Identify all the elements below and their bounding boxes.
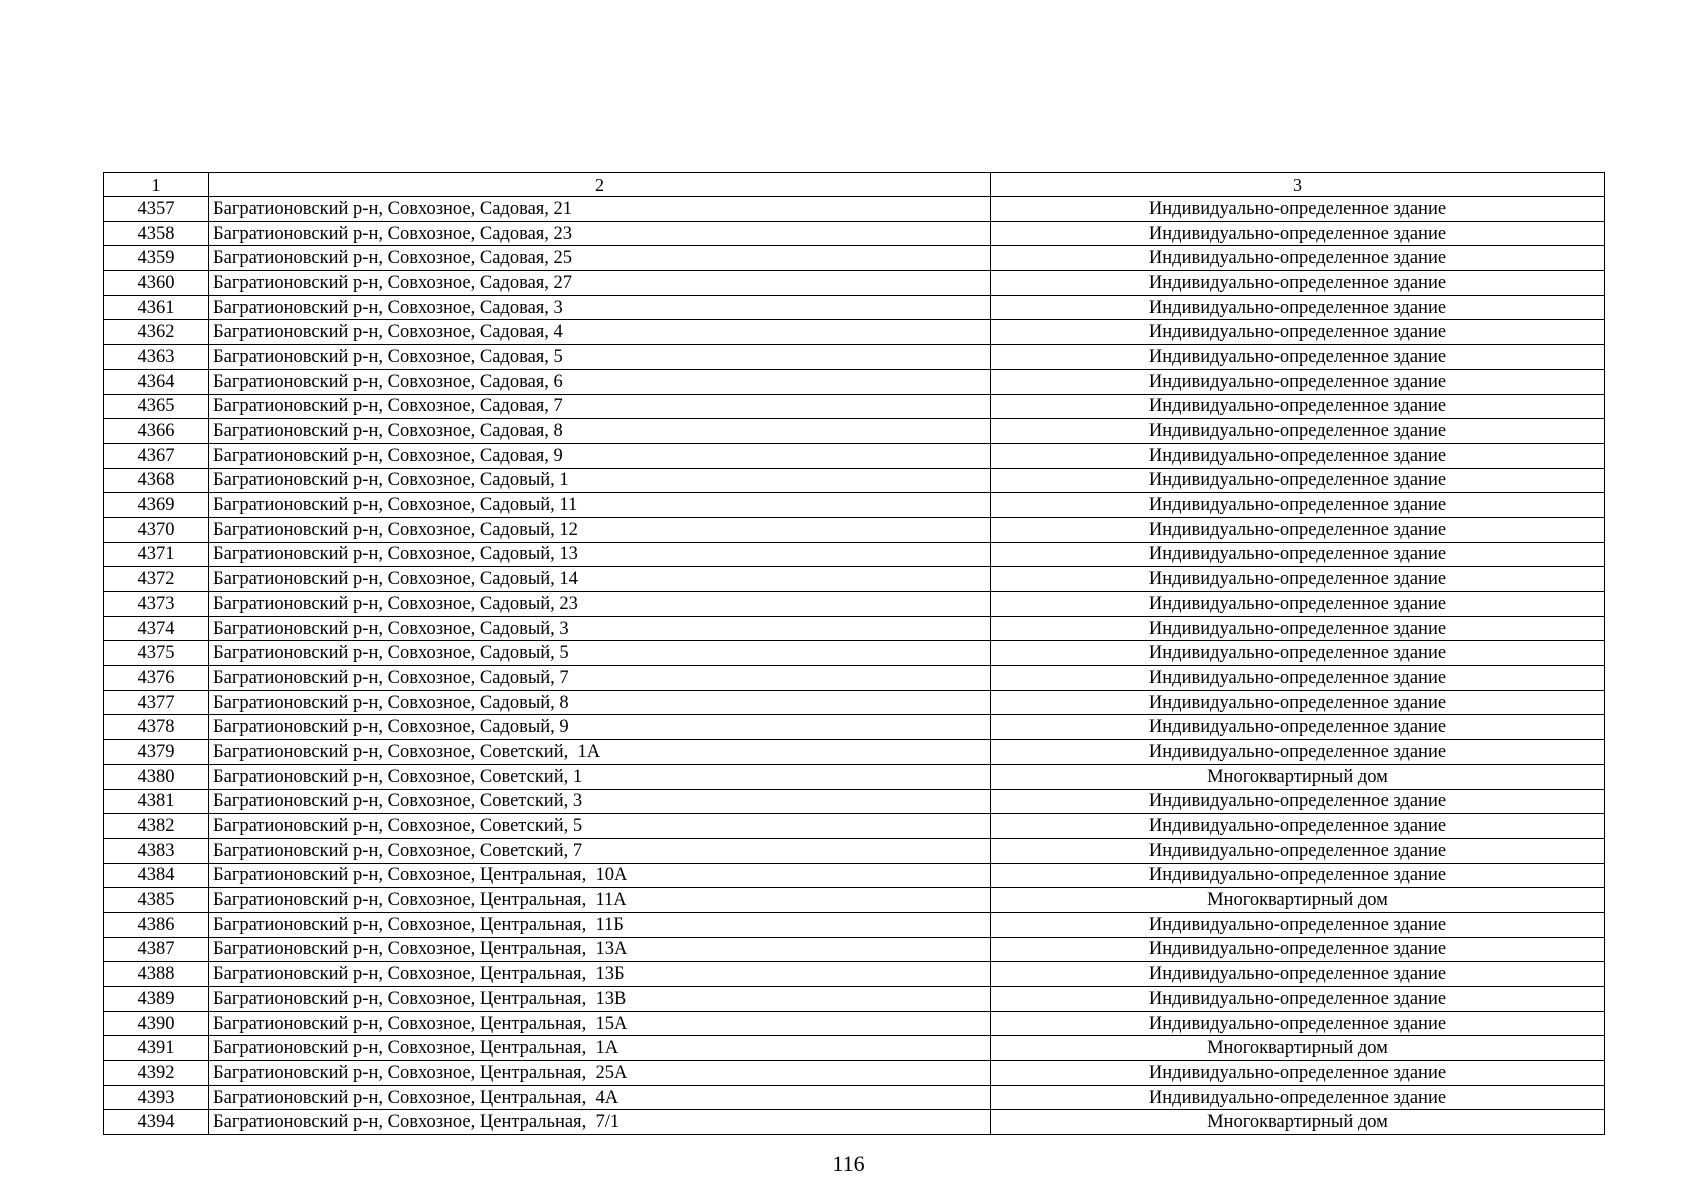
object-type-cell: Многоквартирный дом	[991, 888, 1605, 913]
row-number-cell: 4367	[104, 443, 209, 468]
table-row	[104, 443, 1605, 468]
object-type-cell: Индивидуально-определенное здание	[991, 419, 1605, 444]
address-cell: Багратионовский р-н, Совхозное, Садовая, 6	[209, 369, 991, 394]
row-number-cell: 4391	[104, 1036, 209, 1061]
address-cell: Багратионовский р-н, Совхозное, Садовый, 12	[209, 517, 991, 542]
row-number-cell: 4371	[104, 542, 209, 567]
object-type-cell: Индивидуально-определенное здание	[991, 493, 1605, 518]
object-type-cell: Индивидуально-определенное здание	[991, 394, 1605, 419]
address-cell: Багратионовский р-н, Совхозное, Советский, 7	[209, 838, 991, 863]
object-type-cell: Индивидуально-определенное здание	[991, 517, 1605, 542]
object-type-cell: Индивидуально-определенное здание	[991, 690, 1605, 715]
address-cell: Багратионовский р-н, Совхозное, Садовый, 5	[209, 641, 991, 666]
address-cell: Багратионовский р-н, Совхозное, Садовая, 4	[209, 320, 991, 345]
address-cell: Багратионовский р-н, Совхозное, Садовая, 3	[209, 295, 991, 320]
table-row	[104, 1110, 1605, 1135]
object-type-cell: Индивидуально-определенное здание	[991, 271, 1605, 296]
address-cell: Багратионовский р-н, Совхозное, Садовый, 3	[209, 616, 991, 641]
object-type-cell: Индивидуально-определенное здание	[991, 567, 1605, 592]
table-row	[104, 715, 1605, 740]
row-number-cell: 4372	[104, 567, 209, 592]
table-row	[104, 517, 1605, 542]
table-row	[104, 295, 1605, 320]
row-number-cell: 4363	[104, 345, 209, 370]
row-number-cell: 4384	[104, 863, 209, 888]
address-cell: Багратионовский р-н, Совхозное, Садовый, 8	[209, 690, 991, 715]
address-cell: Багратионовский р-н, Совхозное, Садовая, 25	[209, 246, 991, 271]
address-cell: Багратионовский р-н, Совхозное, Садовая, 23	[209, 221, 991, 246]
row-number-cell: 4379	[104, 740, 209, 765]
table-row	[104, 345, 1605, 370]
table-row	[104, 888, 1605, 913]
register-table-body	[104, 173, 1605, 1135]
object-type-cell: Индивидуально-определенное здание	[991, 838, 1605, 863]
table-row	[104, 394, 1605, 419]
object-type-cell: Индивидуально-определенное здание	[991, 443, 1605, 468]
table-row	[104, 271, 1605, 296]
address-cell: Багратионовский р-н, Совхозное, Садовая, 9	[209, 443, 991, 468]
object-type-cell: Индивидуально-определенное здание	[991, 1061, 1605, 1086]
address-cell: Багратионовский р-н, Совхозное, Советский, 1А	[209, 740, 991, 765]
table-row	[104, 246, 1605, 271]
row-number-cell: 4382	[104, 814, 209, 839]
table-header-row	[104, 173, 1605, 197]
row-number-cell: 4359	[104, 246, 209, 271]
column-number-2: 2	[209, 173, 991, 197]
row-number-cell: 4364	[104, 369, 209, 394]
row-number-cell: 4389	[104, 987, 209, 1012]
object-type-cell: Индивидуально-определенное здание	[991, 1011, 1605, 1036]
table-row	[104, 814, 1605, 839]
address-cell: Багратионовский р-н, Совхозное, Садовая, 5	[209, 345, 991, 370]
address-cell: Багратионовский р-н, Совхозное, Садовая, 21	[209, 197, 991, 222]
table-row	[104, 1036, 1605, 1061]
table-row	[104, 221, 1605, 246]
row-number-cell: 4378	[104, 715, 209, 740]
page-number: 116	[832, 1151, 865, 1176]
address-cell: Багратионовский р-н, Совхозное, Центральная, 13А	[209, 937, 991, 962]
row-number-cell: 4376	[104, 666, 209, 691]
row-number-cell: 4392	[104, 1061, 209, 1086]
row-number-cell: 4387	[104, 937, 209, 962]
table-row	[104, 197, 1605, 222]
row-number-cell: 4369	[104, 493, 209, 518]
object-type-cell: Индивидуально-определенное здание	[991, 937, 1605, 962]
object-type-cell: Многоквартирный дом	[991, 1036, 1605, 1061]
row-number-cell: 4365	[104, 394, 209, 419]
row-number-cell: 4386	[104, 912, 209, 937]
object-type-cell: Индивидуально-определенное здание	[991, 468, 1605, 493]
table-row	[104, 1085, 1605, 1110]
address-cell: Багратионовский р-н, Совхозное, Садовый, 1	[209, 468, 991, 493]
address-cell: Багратионовский р-н, Совхозное, Садовый, 23	[209, 592, 991, 617]
table-row	[104, 987, 1605, 1012]
object-type-cell: Индивидуально-определенное здание	[991, 616, 1605, 641]
row-number-cell: 4370	[104, 517, 209, 542]
table-row	[104, 912, 1605, 937]
object-type-cell: Индивидуально-определенное здание	[991, 962, 1605, 987]
address-cell: Багратионовский р-н, Совхозное, Центральная, 13В	[209, 987, 991, 1012]
row-number-cell: 4357	[104, 197, 209, 222]
row-number-cell: 4368	[104, 468, 209, 493]
address-cell: Багратионовский р-н, Совхозное, Центральная, 15А	[209, 1011, 991, 1036]
object-type-cell: Индивидуально-определенное здание	[991, 542, 1605, 567]
address-cell: Багратионовский р-н, Совхозное, Садовый, 7	[209, 666, 991, 691]
row-number-cell: 4362	[104, 320, 209, 345]
object-type-cell: Индивидуально-определенное здание	[991, 320, 1605, 345]
address-cell: Багратионовский р-н, Совхозное, Центральная, 4А	[209, 1085, 991, 1110]
object-type-cell: Индивидуально-определенное здание	[991, 715, 1605, 740]
column-number-3: 3	[991, 173, 1605, 197]
address-cell: Багратионовский р-н, Совхозное, Советский, 1	[209, 764, 991, 789]
table-row	[104, 666, 1605, 691]
object-type-cell: Индивидуально-определенное здание	[991, 197, 1605, 222]
object-type-cell: Индивидуально-определенное здание	[991, 987, 1605, 1012]
address-cell: Багратионовский р-н, Совхозное, Садовый, 11	[209, 493, 991, 518]
table-row	[104, 468, 1605, 493]
object-type-cell: Индивидуально-определенное здание	[991, 789, 1605, 814]
table-row	[104, 616, 1605, 641]
address-cell: Багратионовский р-н, Совхозное, Садовый, 13	[209, 542, 991, 567]
object-type-cell: Индивидуально-определенное здание	[991, 295, 1605, 320]
object-type-cell: Индивидуально-определенное здание	[991, 592, 1605, 617]
object-type-cell: Индивидуально-определенное здание	[991, 740, 1605, 765]
table-row	[104, 838, 1605, 863]
table-row	[104, 740, 1605, 765]
table-row	[104, 641, 1605, 666]
row-number-cell: 4383	[104, 838, 209, 863]
address-cell: Багратионовский р-н, Совхозное, Центральная, 10А	[209, 863, 991, 888]
row-number-cell: 4360	[104, 271, 209, 296]
address-cell: Багратионовский р-н, Совхозное, Центральная, 13Б	[209, 962, 991, 987]
address-cell: Багратионовский р-н, Совхозное, Центральная, 11А	[209, 888, 991, 913]
address-cell: Багратионовский р-н, Совхозное, Садовая, 7	[209, 394, 991, 419]
address-cell: Багратионовский р-н, Совхозное, Садовый, 14	[209, 567, 991, 592]
row-number-cell: 4377	[104, 690, 209, 715]
row-number-cell: 4366	[104, 419, 209, 444]
table-row	[104, 962, 1605, 987]
table-row	[104, 764, 1605, 789]
table-row	[104, 567, 1605, 592]
table-row	[104, 690, 1605, 715]
address-cell: Багратионовский р-н, Совхозное, Центральная, 25А	[209, 1061, 991, 1086]
object-type-cell: Индивидуально-определенное здание	[991, 246, 1605, 271]
object-type-cell: Индивидуально-определенное здание	[991, 666, 1605, 691]
address-cell: Багратионовский р-н, Совхозное, Центральная, 11Б	[209, 912, 991, 937]
object-type-cell: Индивидуально-определенное здание	[991, 912, 1605, 937]
table-row	[104, 542, 1605, 567]
table-row	[104, 1011, 1605, 1036]
object-type-cell: Индивидуально-определенное здание	[991, 641, 1605, 666]
object-type-cell: Индивидуально-определенное здание	[991, 1085, 1605, 1110]
object-type-cell: Многоквартирный дом	[991, 764, 1605, 789]
address-cell: Багратионовский р-н, Совхозное, Советский, 5	[209, 814, 991, 839]
object-type-cell: Индивидуально-определенное здание	[991, 345, 1605, 370]
table-row	[104, 419, 1605, 444]
address-cell: Багратионовский р-н, Совхозное, Садовая, 27	[209, 271, 991, 296]
table-row	[104, 1061, 1605, 1086]
address-cell: Багратионовский р-н, Совхозное, Садовый, 9	[209, 715, 991, 740]
row-number-cell: 4394	[104, 1110, 209, 1135]
column-number-1: 1	[104, 173, 209, 197]
address-cell: Багратионовский р-н, Совхозное, Советский, 3	[209, 789, 991, 814]
object-type-cell: Индивидуально-определенное здание	[991, 814, 1605, 839]
row-number-cell: 4380	[104, 764, 209, 789]
row-number-cell: 4358	[104, 221, 209, 246]
table-row	[104, 592, 1605, 617]
row-number-cell: 4361	[104, 295, 209, 320]
table-row	[104, 493, 1605, 518]
address-cell: Багратионовский р-н, Совхозное, Центральная, 7/1	[209, 1110, 991, 1135]
object-type-cell: Индивидуально-определенное здание	[991, 369, 1605, 394]
object-type-cell: Многоквартирный дом	[991, 1110, 1605, 1135]
row-number-cell: 4381	[104, 789, 209, 814]
row-number-cell: 4393	[104, 1085, 209, 1110]
row-number-cell: 4373	[104, 592, 209, 617]
object-type-cell: Индивидуально-определенное здание	[991, 221, 1605, 246]
address-cell: Багратионовский р-н, Совхозное, Садовая, 8	[209, 419, 991, 444]
row-number-cell: 4385	[104, 888, 209, 913]
object-type-cell: Индивидуально-определенное здание	[991, 863, 1605, 888]
row-number-cell: 4388	[104, 962, 209, 987]
row-number-cell: 4390	[104, 1011, 209, 1036]
address-cell: Багратионовский р-н, Совхозное, Центральная, 1А	[209, 1036, 991, 1061]
table-row	[104, 937, 1605, 962]
row-number-cell: 4375	[104, 641, 209, 666]
table-row	[104, 789, 1605, 814]
row-number-cell: 4374	[104, 616, 209, 641]
table-row	[104, 320, 1605, 345]
table-row	[104, 369, 1605, 394]
register-table	[103, 172, 1605, 1135]
table-row	[104, 863, 1605, 888]
